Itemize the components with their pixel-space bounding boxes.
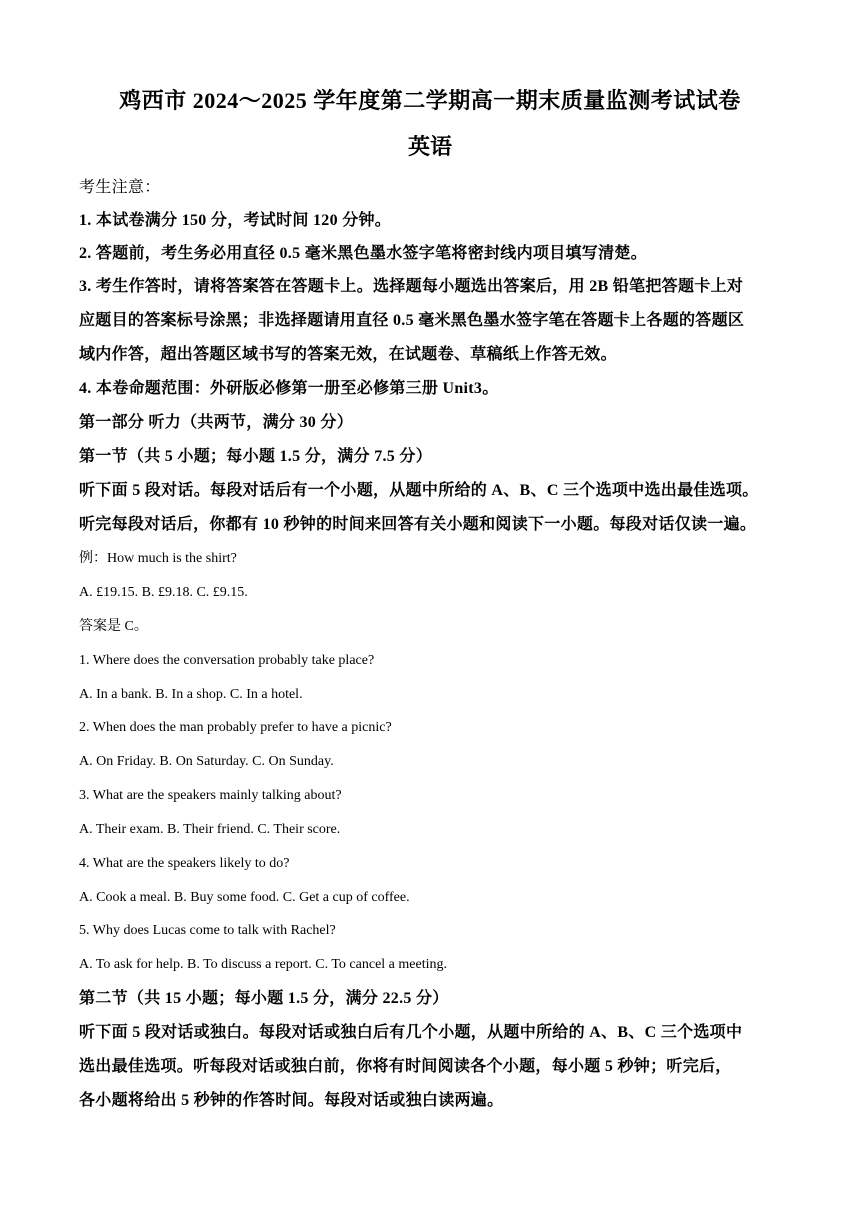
example-answer: 答案是 C。 [79, 619, 148, 634]
section2-instruction-3: 各小题将给出 5 秒钟的作答时间。每段对话或独白读两遍。 [79, 1092, 504, 1109]
question-2-options: A. On Friday. B. On Saturday. C. On Sunday. [79, 754, 334, 769]
exam-subject: 英语 [407, 134, 452, 159]
question-2: 2. When does the man probably prefer to have a picnic? [79, 720, 392, 735]
question-1: 1. Where does the conversation probably take place? [79, 653, 375, 668]
section1-heading: 第一节（共 5 小题；每小题 1.5 分，满分 7.5 分） [79, 448, 433, 465]
section1-instruction-1: 听下面 5 段对话。每段对话后有一个小题，从题中所给的 A、B、C 三个选项中选出最佳选项。 [79, 482, 759, 499]
question-5-options: A. To ask for help. B. To discuss a report. C. To cancel a meeting. [79, 957, 447, 972]
question-1-options: A. In a bank. B. In a shop. C. In a hotel. [79, 687, 303, 702]
notice-item-3-cont-1: 应题目的答案标号涂黑；非选择题请用直径 0.5 毫米黑色墨水签字笔在答题卡上各题的答题区 [79, 312, 745, 329]
notice-heading: 考生注意： [79, 179, 161, 196]
notice-item-2: 2. 答题前，考生务必用直径 0.5 毫米黑色墨水签字笔将密封线内项目填写清楚。 [79, 245, 648, 262]
section1-instruction-2: 听完每段对话后，你都有 10 秒钟的时间来回答有关小题和阅读下一小题。每段对话仅读一遍。 [79, 516, 757, 533]
question-4-options: A. Cook a meal. B. Buy some food. C. Get a cup of coffee. [79, 890, 410, 905]
example-options: A. £19.15. B. £9.18. C. £9.15. [79, 585, 248, 600]
section2-heading: 第二节（共 15 小题；每小题 1.5 分，满分 22.5 分） [79, 990, 449, 1007]
notice-item-3: 3. 考生作答时，请将答案答在答题卡上。选择题每小题选出答案后，用 2B 铅笔把答题卡上对 [79, 278, 744, 295]
question-3-options: A. Their exam. B. Their friend. C. Their score. [79, 822, 341, 837]
example-question: 例：How much is the shirt? [79, 551, 237, 566]
part1-heading: 第一部分 听力（共两节，满分 30 分） [79, 414, 354, 431]
question-5: 5. Why does Lucas come to talk with Rachel? [79, 923, 336, 938]
section2-instruction-2: 选出最佳选项。听每段对话或独白前，你将有时间阅读各个小题，每小题 5 秒钟；听完后， [79, 1058, 732, 1075]
notice-item-4: 4. 本卷命题范围：外研版必修第一册至必修第三册 Unit3。 [79, 380, 499, 397]
notice-item-3-cont-2: 域内作答，超出答题区域书写的答案无效，在试题卷、草稿纸上作答无效。 [79, 346, 617, 363]
exam-title: 鸡西市 2024～2025 学年度第二学期高一期末质量监测考试试卷 [119, 88, 741, 113]
question-4: 4. What are the speakers likely to do? [79, 856, 290, 871]
question-3: 3. What are the speakers mainly talking about? [79, 788, 342, 803]
notice-item-1: 1. 本试卷满分 150 分，考试时间 120 分钟。 [79, 212, 392, 229]
section2-instruction-1: 听下面 5 段对话或独白。每段对话或独白后有几个小题，从题中所给的 A、B、C 三个选项中 [79, 1024, 743, 1041]
